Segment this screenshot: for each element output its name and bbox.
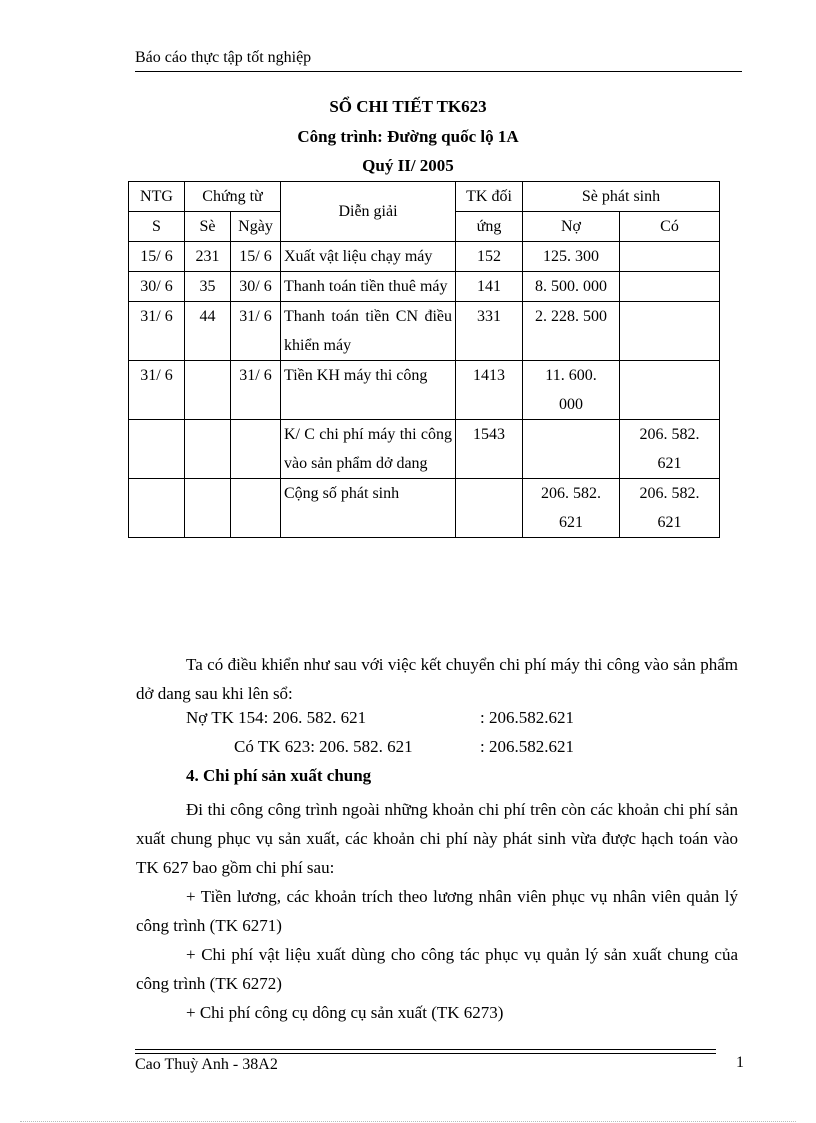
footer-rule — [135, 1049, 716, 1050]
cell-ngay: 15/ 6 — [231, 242, 281, 272]
cell-ngay: 31/ 6 — [231, 361, 281, 420]
cell-ntgs: 31/ 6 — [129, 302, 185, 361]
cell-so: 35 — [185, 272, 231, 302]
cell-tk: 141 — [456, 272, 523, 302]
cell-co: 206. 582. 621 — [620, 479, 720, 538]
journal-entry-credit-amount: : 206.582.621 — [480, 737, 574, 756]
body-paragraph: Đi thi công công trình ngoài những khoản chi phí trên còn các khoản chi phí sản xuất chung phục vụ sản xuất, các khoản chi phí này phát sinh vừa được hạch toán vào TK 627 bao gồm chi phí sau: — [136, 800, 738, 877]
cell-diengiai: Thanh toán tiền thuê máy — [281, 272, 456, 302]
journal-entry-credit: Có TK 623: 206. 582. 621 — [234, 737, 413, 756]
journal-entry-debit: Nợ TK 154: 206. 582. 621 — [186, 708, 367, 727]
cell-ngay: 30/ 6 — [231, 272, 281, 302]
table-row — [129, 479, 720, 538]
col-so-header: Sè — [185, 212, 231, 242]
table-row — [129, 272, 720, 302]
table-row — [129, 302, 720, 361]
table-row — [129, 361, 720, 420]
cell-ngay — [231, 420, 281, 479]
project-title: Công trình: Đường quốc lộ 1A — [297, 127, 519, 146]
footer-author: Cao Thuỳ Anh - 38A2 — [135, 1056, 278, 1073]
bullet-item: + Chi phí công cụ dông cụ sản xuất (TK 6273) — [186, 1003, 504, 1022]
cell-so — [185, 479, 231, 538]
cell-tk: 331 — [456, 302, 523, 361]
table-row — [129, 242, 720, 272]
cell-ngay: 31/ 6 — [231, 302, 281, 361]
col-ntgs-header-top: NTG — [129, 182, 185, 212]
col-ngay-header: Ngày — [231, 212, 281, 242]
cell-so: 44 — [185, 302, 231, 361]
col-ntgs-header-bottom: S — [129, 212, 185, 242]
cell-tk: 152 — [456, 242, 523, 272]
bullet-item: + Tiền lương, các khoản trích theo lương nhân viên phục vụ nhân viên quản lý công trình (TK 6271) — [136, 887, 738, 935]
col-phatsinh-header: Sè phát sinh — [523, 182, 720, 212]
page-header: Báo cáo thực tập tốt nghiệp — [135, 49, 312, 66]
header-rule — [135, 71, 742, 72]
col-diengiai-header: Diễn giải — [281, 182, 456, 242]
footer-rule — [135, 1053, 716, 1054]
cell-co — [620, 302, 720, 361]
col-tk-header-bottom: ứng — [456, 212, 523, 242]
cell-diengiai: Xuất vật liệu chạy máy — [281, 242, 456, 272]
cell-co: 206. 582. 621 — [620, 420, 720, 479]
cell-no: 11. 600. 000 — [523, 361, 620, 420]
cell-diengiai: Cộng số phát sinh — [281, 479, 456, 538]
col-tk-header-top: TK đối — [456, 182, 523, 212]
cell-tk — [456, 479, 523, 538]
cell-so: 231 — [185, 242, 231, 272]
cell-no: 206. 582. 621 — [523, 479, 620, 538]
cell-no: 2. 228. 500 — [523, 302, 620, 361]
col-no-header: Nợ — [523, 212, 620, 242]
cell-diengiai: Tiền KH máy thi công — [281, 361, 456, 420]
cell-tk: 1543 — [456, 420, 523, 479]
cell-ntgs — [129, 479, 185, 538]
cell-diengiai: Thanh toán tiền CN điều khiển máy — [281, 302, 456, 361]
cell-ngay — [231, 479, 281, 538]
ledger-title: SỔ CHI TIẾT TK623 — [329, 97, 487, 116]
cell-ntgs: 15/ 6 — [129, 242, 185, 272]
col-co-header: Có — [620, 212, 720, 242]
cell-tk: 1413 — [456, 361, 523, 420]
cell-ntgs — [129, 420, 185, 479]
ledger-table — [128, 181, 720, 538]
page-number: 1 — [736, 1054, 744, 1071]
col-chungtu-header: Chứng từ — [185, 182, 281, 212]
cell-no: 125. 300 — [523, 242, 620, 272]
cell-co — [620, 361, 720, 420]
cell-co — [620, 242, 720, 272]
bullet-item: + Chi phí vật liệu xuất dùng cho công tác phục vụ quản lý sản xuất chung của công trình (TK 6272) — [136, 945, 738, 993]
cell-diengiai: K/ C chi phí máy thi công vào sản phẩm dở dang — [281, 420, 456, 479]
body-paragraph: Ta có điều khiển như sau với việc kết chuyển chi phí máy thi công vào sản phẩm dở dang sau khi lên sổ: — [136, 655, 738, 703]
table-header-row — [129, 182, 720, 212]
cell-ntgs: 31/ 6 — [129, 361, 185, 420]
section-heading: 4. Chi phí sản xuất chung — [186, 766, 372, 785]
cell-no — [523, 420, 620, 479]
cell-so — [185, 420, 231, 479]
cell-ntgs: 30/ 6 — [129, 272, 185, 302]
cell-no: 8. 500. 000 — [523, 272, 620, 302]
journal-entry-debit-amount: : 206.582.621 — [480, 708, 574, 727]
cell-so — [185, 361, 231, 420]
table-row — [129, 420, 720, 479]
period-title: Quý II/ 2005 — [362, 156, 454, 175]
page-bottom-edge — [20, 1121, 796, 1122]
cell-co — [620, 272, 720, 302]
